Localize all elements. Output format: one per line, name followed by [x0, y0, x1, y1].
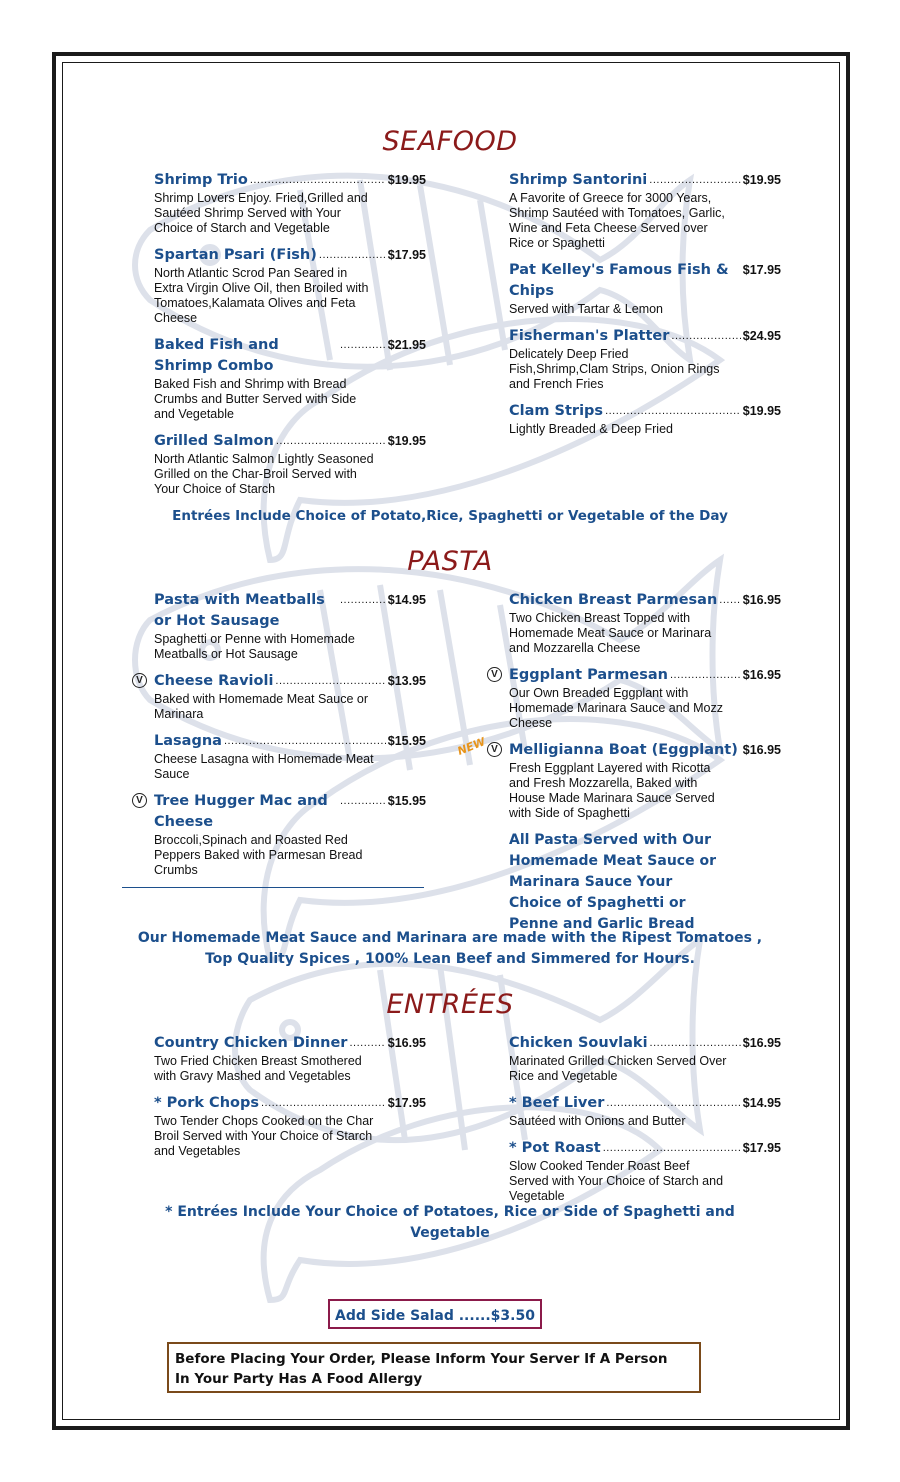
entrees-title: ENTRÉES — [386, 989, 514, 1020]
vegetarian-icon: V — [132, 673, 147, 688]
leader-dots — [319, 245, 386, 266]
menu-item — [154, 170, 426, 236]
leader-dots — [603, 1138, 741, 1159]
seafood-right-column — [509, 170, 781, 446]
item-name: Shrimp Santorini — [509, 172, 648, 188]
vegetarian-icon: V — [487, 667, 502, 682]
menu-item — [154, 335, 426, 422]
item-description: Delicately Deep Fried Fish,Shrimp,Clam Strips, Onion Rings and French Fries — [509, 347, 720, 391]
item-price: $14.95 — [387, 593, 426, 607]
item-price: $16.95 — [387, 1036, 426, 1050]
sauce-note-line-2: Top Quality Spices , 100% Lean Beef and Simmered for Hours. — [205, 951, 695, 967]
pasta-served-note: All Pasta Served with Our Homemade Meat Sauce or Marinara Sauce Your Choice of Spaghetti or Penne and Garlic Bread — [509, 832, 716, 932]
item-name: Pat Kelley's Famous Fish & Chips — [509, 262, 729, 299]
menu-item — [509, 401, 781, 437]
item-price: $16.95 — [742, 593, 781, 607]
item-description: Lightly Breaded & Deep Fried — [509, 422, 673, 436]
leader-dots — [719, 590, 740, 611]
item-price: $19.95 — [387, 173, 426, 187]
item-price: $17.95 — [742, 263, 781, 277]
seafood-title: SEAFOOD — [382, 126, 518, 157]
menu-item — [154, 431, 426, 497]
item-description: Broccoli,Spinach and Roasted Red Peppers Baked with Parmesan Bread Crumbs — [154, 833, 363, 877]
item-price: $17.95 — [387, 248, 426, 262]
pasta-left-column — [136, 590, 426, 887]
item-name: Grilled Salmon — [154, 433, 274, 449]
leader-dots — [649, 170, 740, 191]
menu-item — [136, 791, 426, 878]
item-name: Baked Fish and Shrimp Combo — [154, 337, 279, 374]
menu-item — [154, 245, 426, 326]
item-name: Clam Strips — [509, 403, 604, 419]
menu-item — [509, 260, 781, 317]
item-description: Baked with Homemade Meat Sauce or Marinara — [154, 692, 368, 721]
entrees-right-column — [509, 1033, 781, 1213]
item-name: * Beef Liver — [509, 1095, 605, 1111]
side-salad-box: Add Side Salad ......$3.50 — [328, 1299, 542, 1329]
leader-dots — [605, 401, 741, 422]
allergy-line-1: Before Placing Your Order, Please Inform Your Server If A Person — [175, 1351, 668, 1367]
allergy-line-2: In Your Party Has A Food Allergy — [175, 1371, 423, 1387]
leader-dots — [340, 590, 386, 611]
item-price: $16.95 — [742, 1036, 781, 1050]
item-description: Slow Cooked Tender Roast Beef Served with Your Choice of Starch and Vegetable — [509, 1159, 724, 1203]
item-name: Shrimp Trio — [154, 172, 248, 188]
item-description: Baked Fish and Shrimp with Bread Crumbs and Butter Served with Side and Vegetable — [154, 377, 357, 421]
item-price: $17.95 — [387, 1096, 426, 1110]
item-name: Tree Hugger Mac and Cheese — [154, 793, 328, 830]
item-price: $16.95 — [742, 668, 781, 682]
item-name: Eggplant Parmesan — [509, 667, 668, 683]
item-description: Marinated Grilled Chicken Served Over Rice and Vegetable — [509, 1054, 727, 1083]
item-name: Chicken Breast Parmesan — [509, 592, 718, 608]
menu-item — [509, 170, 781, 251]
menu-item — [136, 671, 426, 722]
new-badge: NEW — [455, 735, 488, 758]
entrees-left-column — [154, 1033, 426, 1168]
menu-item — [491, 665, 781, 731]
leader-dots — [671, 326, 740, 347]
item-name: Pasta with Meatballs or Hot Sausage — [154, 592, 325, 629]
item-name: Spartan Psari (Fish) — [154, 247, 317, 263]
item-description: North Atlantic Scrod Pan Seared in Extra Virgin Olive Oil, then Broiled with Tomatoes,Kalamata Olives and Feta Cheese — [154, 266, 369, 325]
leader-dots — [650, 1033, 741, 1054]
item-price: $15.95 — [387, 794, 426, 808]
item-price: $19.95 — [742, 404, 781, 418]
item-price: $13.95 — [387, 674, 426, 688]
item-description: Our Own Breaded Eggplant with Homemade Marinara Sauce and Mozz Cheese — [509, 686, 723, 730]
leader-dots — [340, 791, 386, 812]
menu-item — [455, 735, 781, 821]
leader-dots — [670, 665, 741, 686]
menu-item — [509, 326, 781, 392]
menu-item — [154, 731, 426, 782]
item-name: Fisherman's Platter — [509, 328, 670, 344]
item-name: Country Chicken Dinner — [154, 1035, 348, 1051]
entrees-note-line-1: * Entrées Include Your Choice of Potatoes, Rice or Side of Spaghetti and — [165, 1204, 735, 1220]
item-description: A Favorite of Greece for 3000 Years, Shrimp Sautéed with Tomatoes, Garlic, Wine and Feta Cheese Served over Rice or Spaghetti — [509, 191, 725, 250]
item-name: Melligianna Boat (Eggplant) — [509, 742, 738, 758]
item-description: Two Fried Chicken Breast Smothered with Gravy Mashed and Vegetables — [154, 1054, 362, 1083]
item-description: Cheese Lasagna with Homemade Meat Sauce — [154, 752, 374, 781]
allergy-notice — [167, 1342, 701, 1393]
item-price: $14.95 — [742, 1096, 781, 1110]
item-name: Chicken Souvlaki — [509, 1035, 648, 1051]
leader-dots — [224, 731, 386, 752]
item-price: $19.95 — [387, 434, 426, 448]
leader-dots — [349, 1033, 385, 1054]
menu-item — [154, 590, 426, 662]
item-name: Cheese Ravioli — [154, 673, 274, 689]
item-price: $21.95 — [387, 338, 426, 352]
item-description: Two Chicken Breast Topped with Homemade Meat Sauce or Marinara and Mozzarella Cheese — [509, 611, 712, 655]
item-description: Spaghetti or Penne with Homemade Meatballs or Hot Sausage — [154, 632, 355, 661]
leader-dots — [261, 1093, 386, 1114]
item-description: Two Tender Chops Cooked on the Char Broil Served with Your Choice of Starch and Vegetables — [154, 1114, 374, 1158]
item-name: * Pot Roast — [509, 1140, 601, 1156]
sauce-note-line-1: Our Homemade Meat Sauce and Marinara are made with the Ripest Tomatoes , — [137, 930, 763, 946]
menu-item — [154, 1033, 426, 1084]
item-price: $17.95 — [742, 1141, 781, 1155]
leader-dots — [340, 335, 386, 356]
leader-dots — [275, 671, 385, 692]
seafood-note: Entrées Include Choice of Potato,Rice, Spaghetti or Vegetable of the Day — [172, 508, 728, 524]
item-description: Shrimp Lovers Enjoy. Fried,Grilled and Sautéed Shrimp Served with Your Choice of Starch and Vegetable — [154, 191, 368, 235]
menu-item — [509, 590, 781, 656]
divider-line — [122, 887, 424, 888]
menu-item — [509, 1138, 781, 1204]
vegetarian-icon: V — [487, 742, 502, 757]
item-price: $24.95 — [742, 329, 781, 343]
leader-dots — [606, 1093, 740, 1114]
item-description: Fresh Eggplant Layered with Ricotta and Fresh Mozzarella, Baked with House Made Marinara Sauce Served with Side of Spaghetti — [509, 761, 715, 820]
menu-item — [509, 1033, 781, 1084]
item-description: North Atlantic Salmon Lightly Seasoned Grilled on the Char-Broil Served with Your Choice of Starch — [154, 452, 374, 496]
item-price: $15.95 — [387, 734, 426, 748]
entrees-note-line-2: Vegetable — [410, 1225, 490, 1241]
item-name: Lasagna — [154, 733, 222, 749]
item-description: Served with Tartar & Lemon — [509, 302, 664, 316]
item-name: * Pork Chops — [154, 1095, 259, 1111]
menu-item — [509, 1093, 781, 1129]
seafood-left-column — [154, 170, 426, 506]
item-price: $19.95 — [742, 173, 781, 187]
leader-dots — [250, 170, 386, 191]
pasta-title: PASTA — [407, 546, 493, 577]
menu-item — [154, 1093, 426, 1159]
leader-dots — [276, 431, 386, 452]
vegetarian-icon: V — [132, 793, 147, 808]
item-description: Sautéed with Onions and Butter — [509, 1114, 686, 1128]
item-price: $16.95 — [742, 743, 781, 757]
pasta-right-column — [455, 590, 781, 935]
